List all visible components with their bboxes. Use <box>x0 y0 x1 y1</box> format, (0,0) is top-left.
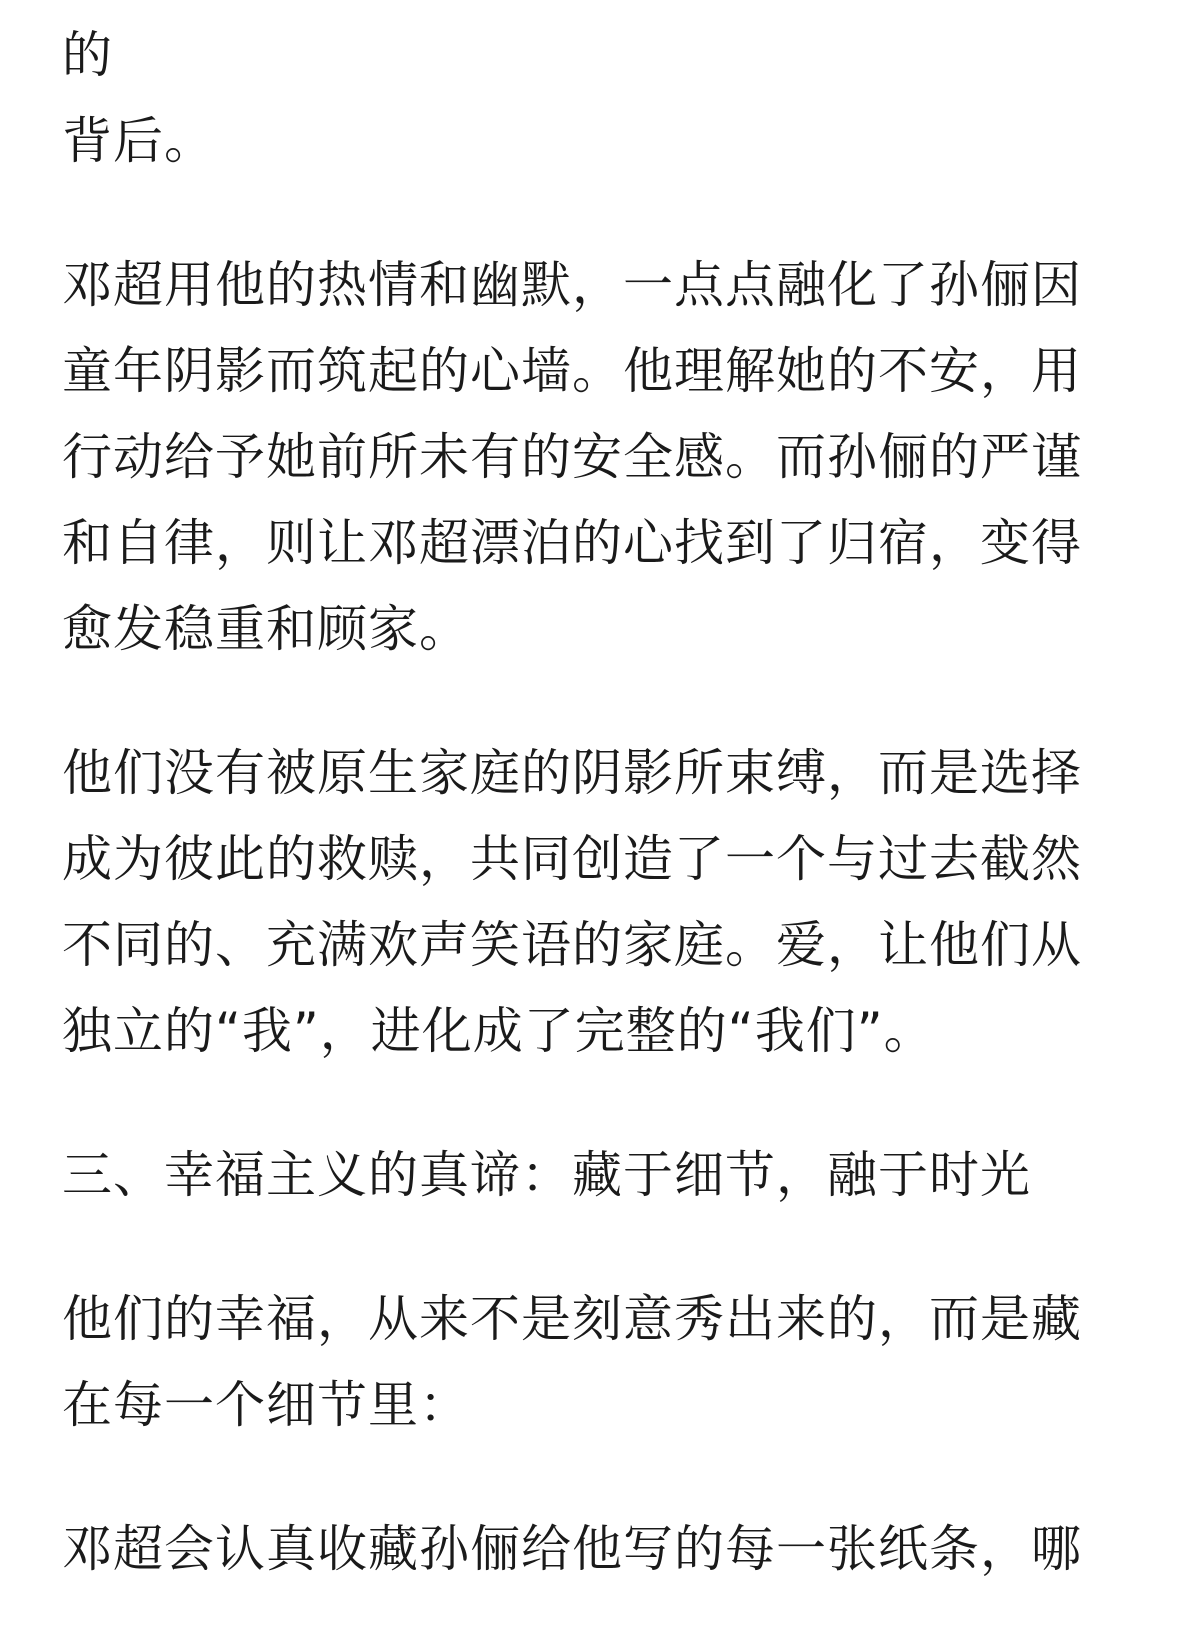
paragraph-intro-tail <box>62 0 1122 184</box>
text-line: 成为彼此的救赎，共同创造了一个与过去截然 <box>62 830 1082 888</box>
text-line: 独立的“我”，进化成了完整的“我们”。 <box>62 1002 935 1060</box>
text-line: 邓超用他的热情和幽默，一点点融化了孙俪因 <box>62 256 1082 314</box>
text-line: 和自律，则让邓超漂泊的心找到了归宿，变得 <box>62 514 1082 572</box>
text-line: 他们没有被原生家庭的阴影所束缚，而是选择 <box>62 744 1082 802</box>
text-line: 行动给予她前所未有的安全感。而孙俪的严谨 <box>62 428 1082 486</box>
paragraph-happiness <box>62 1276 1122 1448</box>
text-line: 不同的、充满欢声笑语的家庭。爱，让他们从 <box>62 916 1082 974</box>
text-line: 背后。 <box>62 112 215 170</box>
text-line: 的 <box>62 26 113 84</box>
paragraph-deng-chao <box>62 242 1122 672</box>
text-line: 童年阴影而筑起的心墙。他理解她的不安，用 <box>62 342 1082 400</box>
paragraph-notes <box>62 1506 1122 1592</box>
paragraph-redemption <box>62 730 1122 1074</box>
text-line: 在每一个细节里： <box>62 1376 470 1434</box>
heading-text: 三、幸福主义的真谛：藏于细节，融于时光 <box>62 1146 1031 1204</box>
text-line: 愈发稳重和顾家。 <box>62 600 470 658</box>
section-heading <box>62 1132 1122 1218</box>
text-line: 邓超会认真收藏孙俪给他写的每一张纸条，哪 <box>62 1520 1082 1578</box>
text-line: 他们的幸福，从来不是刻意秀出来的，而是藏 <box>62 1290 1082 1348</box>
article-body <box>62 0 1122 1650</box>
